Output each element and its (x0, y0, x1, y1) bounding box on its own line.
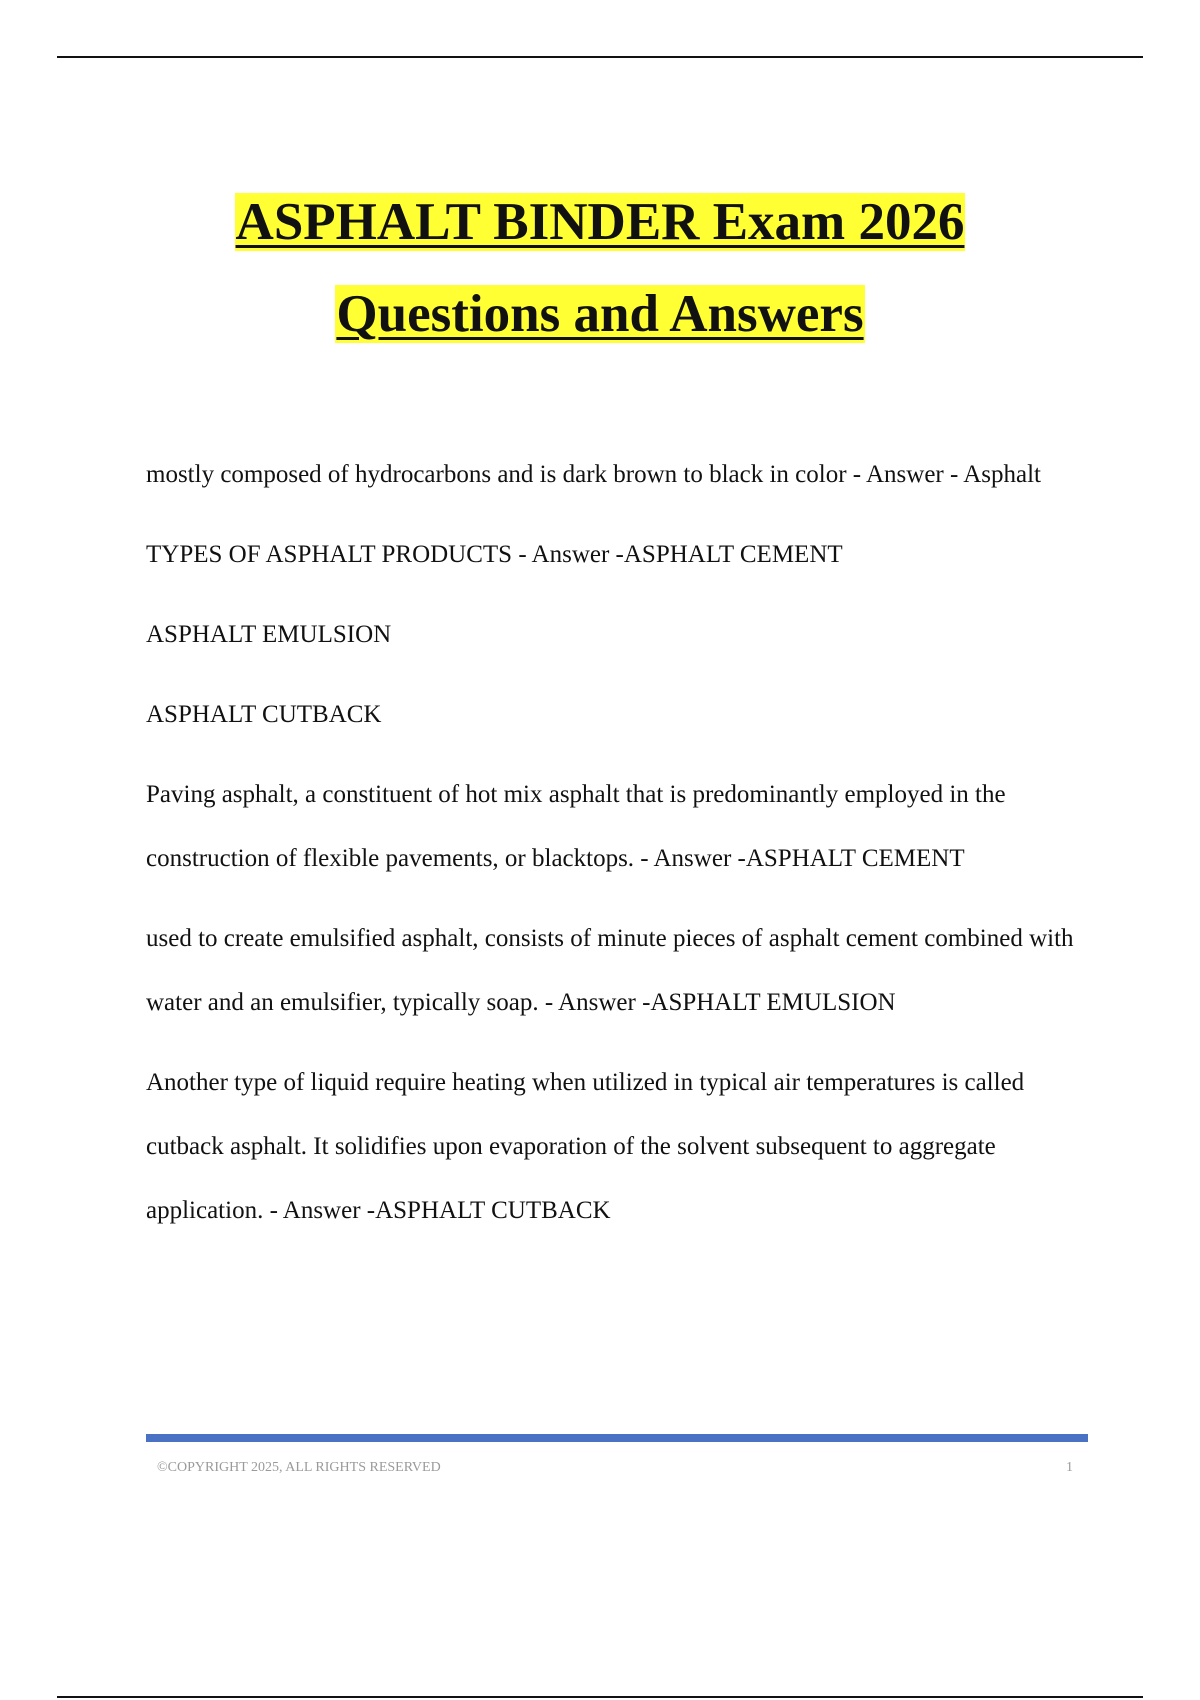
qa-paragraph-5: Paving asphalt, a constituent of hot mix asphalt that is predominantly employed in the construction of flexible pavements, or blacktops. - Answer -ASPHALT CEMENT (146, 781, 1006, 872)
qa-paragraph-6: used to create emulsified asphalt, consists of minute pieces of asphalt cement combined with water and an emulsifier, typically soap. - Answer -ASPHALT EMULSION (146, 925, 1074, 1016)
title-line-2: Questions and Answers (336, 285, 864, 343)
qa-paragraph-3: ASPHALT EMULSION (146, 621, 392, 648)
title-line-1: ASPHALT BINDER Exam 2026 (235, 193, 965, 251)
document-body (146, 443, 1096, 1259)
qa-paragraph-1: mostly composed of hydrocarbons and is dark brown to black in color - Answer - Asphalt (146, 461, 1041, 488)
bottom-rule (57, 1696, 1143, 1698)
top-rule (57, 56, 1143, 58)
footer-bar (146, 1434, 1088, 1442)
page-number: 1 (1066, 1460, 1073, 1475)
qa-paragraph-4: ASPHALT CUTBACK (146, 701, 382, 728)
qa-paragraph-2: TYPES OF ASPHALT PRODUCTS - Answer -ASPHALT CEMENT (146, 541, 843, 568)
document-title (0, 176, 1200, 360)
qa-paragraph-7: Another type of liquid require heating when utilized in typical air temperatures is called cutback asphalt. It solidifies upon evaporation of the solvent subsequent to aggregate application. - Answer -ASPHALT CUTBACK (146, 1069, 1025, 1224)
footer-copyright: ©COPYRIGHT 2025, ALL RIGHTS RESERVED (157, 1460, 441, 1475)
